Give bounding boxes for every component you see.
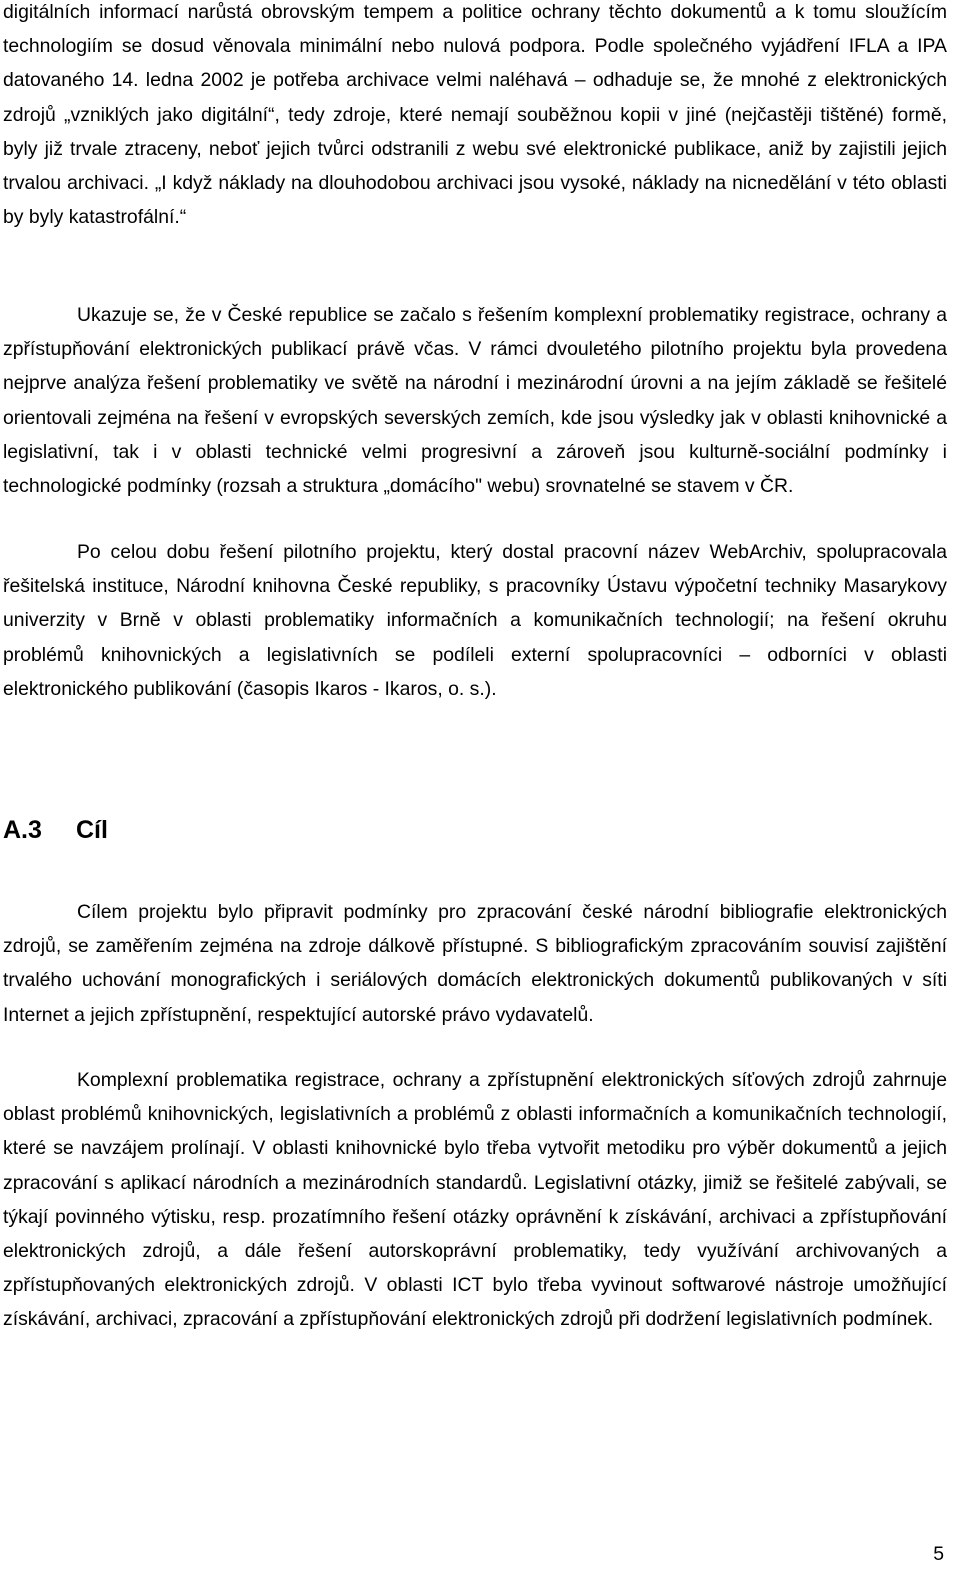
page-number: 5: [933, 1543, 944, 1565]
paragraph-webarchiv-cooperation: Po celou dobu řešení pilotního projektu, který dostal pracovní název WebArchiv, spolupracovala řešitelská instituce, Národní knihovna České republiky, s pracovníky Ústavu výpočetní techniky Masarykovy univerzity v Brně v oblasti problematiky informačních a komunikačních technologií; na řešení okruhu problémů knihovnických a legislativních se podíleli externí spolupracovníci – odborníci v oblasti elektronického publikování (časopis Ikaros - Ikaros, o. s.).: [3, 541, 947, 700]
section-number: A.3: [3, 816, 42, 844]
section-heading: [3, 813, 108, 847]
paragraph-digital-information-archiving: digitálních informací narůstá obrovským tempem a politice ochrany těchto dokumentů a k tomu sloužícím technologiím se dosud věnovala minimální nebo nulová podpora. Podle společného vyjádření IFLA a IPA datovaného 14. ledna 2002 je potřeba archivace velmi naléhavá – odhaduje se, že mnohé z elektronických zdrojů „vzniklých jako digitální“, tedy zdroje, které nemají souběžnou kopii v jiné (nejčastěji tištěné) formě, byly již trvale ztraceny, neboť jejich tvůrci odstranili z webu své elektronické publikace, aniž by zajistili jejich trvalou archivaci. „I když náklady na dlouhodobou archivaci jsou vysoké, náklady na nicnedělání v této oblasti by byly katastrofální.“: [3, 1, 947, 229]
paragraph-czech-republic-solution: Ukazuje se, že v České republice se začalo s řešením komplexní problematiky registrace, ochrany a zpřístupňování elektronických publikací právě včas. V rámci dvouletého pilotního projektu byla provedena nejprve analýza řešení problematiky ve světě na národní i mezinárodní úrovni a na jejím základě se řešitelé orientovali zejména na řešení v evropských severských zemích, kde jsou výsledky jak v oblasti knihovnické a legislativní, tak i v oblasti technické velmi progresivní a zároveň jsou kulturně-sociální podmínky i technologické podmínky (rozsah a struktura „domácího" webu) srovnatelné se stavem v ČR.: [3, 304, 947, 498]
paragraph-complex-problematics: Komplexní problematika registrace, ochrany a zpřístupnění elektronických síťových zdrojů zahrnuje oblast problémů knihovnických, legislativních a problémů z oblasti informačních a komunikačních technologií, které se navzájem prolínají. V oblasti knihovnické bylo třeba vytvořit metodiku pro výběr dokumentů a jejich zpracování s aplikací národních a mezinárodních standardů. Legislativní otázky, jimiž se řešitelé zabývali, se týkají povinného výtisku, resp. prozatímního řešení otázky oprávnění k získávání, archivaci a zpřístupňování elektronických zdrojů, a dále řešení autorskoprávní problematiky, tedy využívání archivovaných a zpřístupňovaných elektronických zdrojů. V oblasti ICT bylo třeba vyvinout softwarové nástroje umožňující získávání, archivaci, zpracování a zpřístupňování elektronických zdrojů při dodržení legislativních podmínek.: [3, 1069, 947, 1331]
paragraph-project-goal: Cílem projektu bylo připravit podmínky pro zpracování české národní bibliografie elektronických zdrojů, se zaměřením zejména na zdroje dálkově přístupné. S bibliografickým zpracováním souvisí zajištění trvalého uchování monografických i seriálových domácích elektronických dokumentů publikovaných v síti Internet a jejich zpřístupnění, respektující autorské právo vydavatelů.: [3, 901, 947, 1026]
section-title: Cíl: [76, 816, 108, 844]
